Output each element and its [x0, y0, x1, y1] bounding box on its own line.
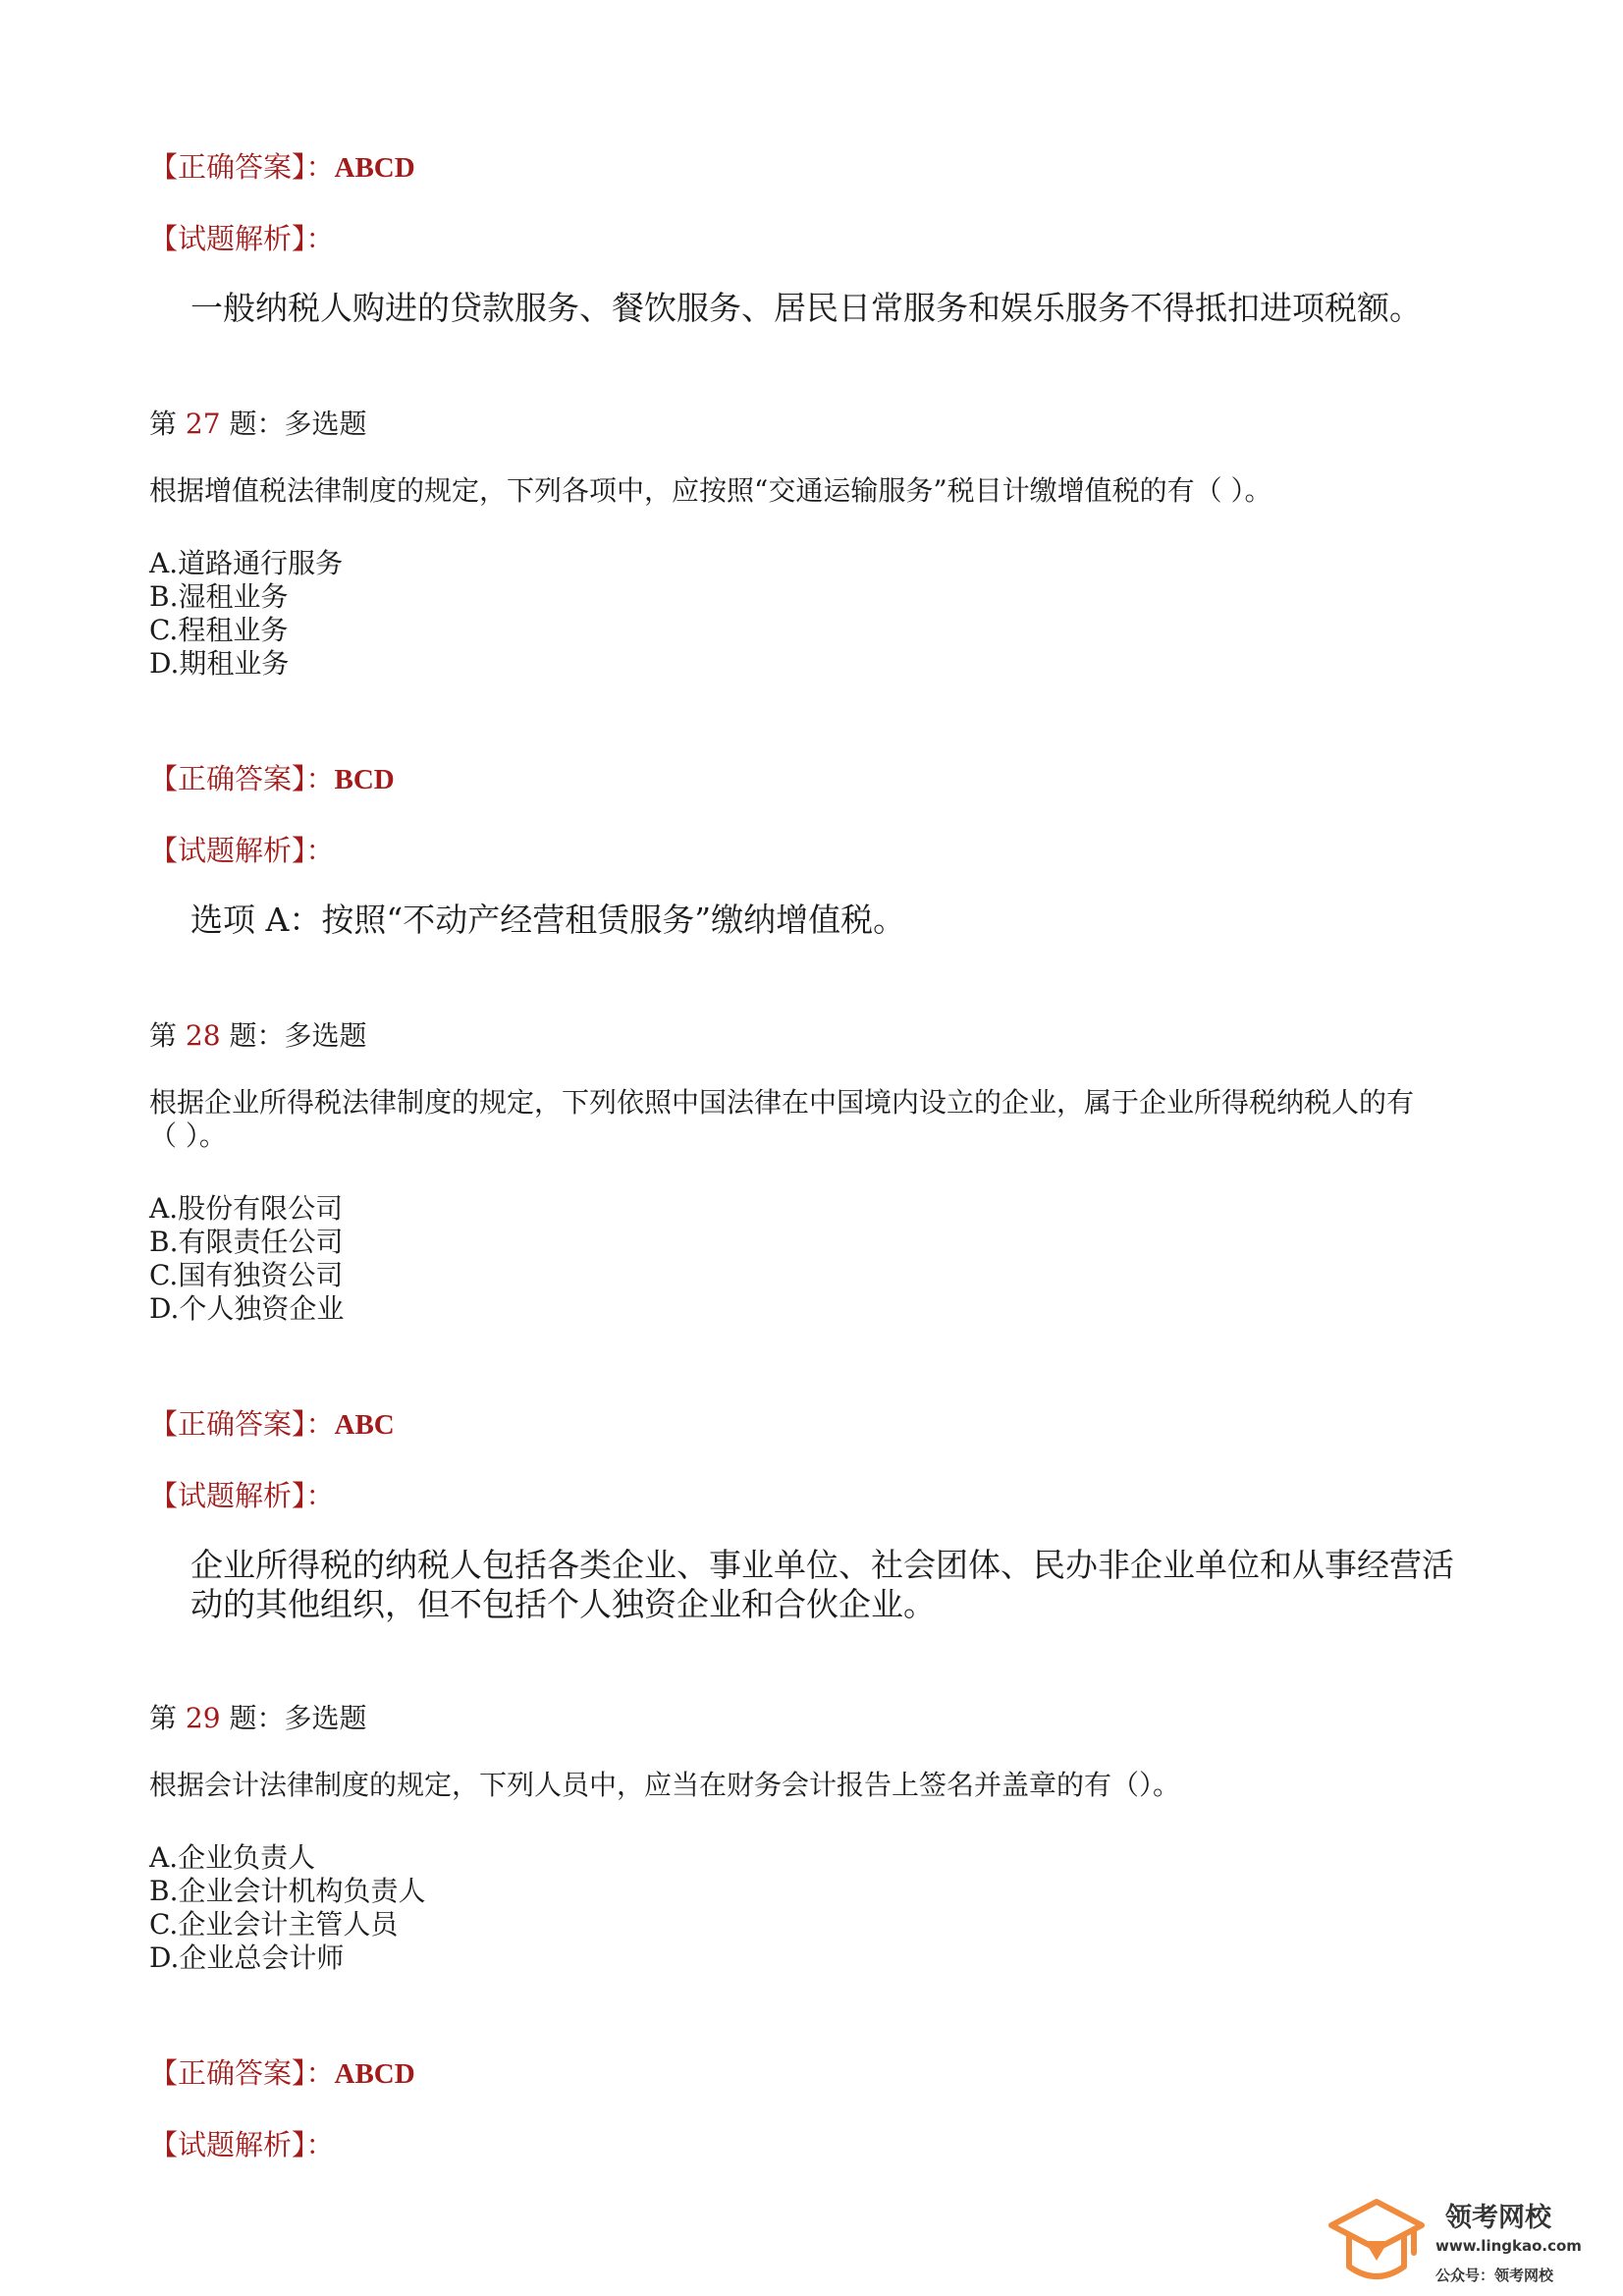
answer-line — [149, 145, 415, 186]
question-number: 27 — [185, 408, 221, 440]
option-item: C.企业会计主管人员 — [149, 1908, 399, 1941]
answer-label: 【正确答案】： — [149, 1407, 335, 1441]
option-list — [149, 1192, 344, 1326]
question-header: 第 29 题：多选题 — [149, 1702, 367, 1734]
answer-value: BCD — [334, 764, 395, 795]
option-list — [149, 1841, 425, 1975]
question-number: 28 — [185, 1019, 221, 1052]
answer-value: ABCD — [334, 2058, 415, 2090]
option-item: A.道路通行服务 — [149, 547, 344, 579]
question-header: 第 27 题：多选题 — [149, 408, 367, 440]
question-number: 29 — [185, 1702, 221, 1734]
analysis-label: 【试题解析】： — [149, 1479, 335, 1512]
option-item: C.程租业务 — [149, 614, 289, 646]
option-item: C.国有独资公司 — [149, 1259, 344, 1291]
answer-label: 【正确答案】： — [149, 2056, 335, 2090]
option-item: A.股份有限公司 — [149, 1192, 344, 1225]
question-stem: 根据会计法律制度的规定，下列人员中，应当在财务会计报告上签名并盖章的有（）。 — [149, 1769, 1181, 1801]
answer-label: 【正确答案】： — [149, 150, 335, 184]
option-item: D.期租业务 — [149, 647, 290, 680]
brand-name: 领考网校 — [1445, 2203, 1551, 2233]
option-list — [149, 547, 343, 681]
answer-line — [149, 1402, 395, 1443]
graduation-cap-icon — [1325, 2192, 1428, 2290]
analysis-label: 【试题解析】： — [149, 834, 335, 867]
answer-line — [149, 2051, 415, 2092]
analysis-text: 一般纳税人购进的贷款服务、餐饮服务、居民日常服务和娱乐服务不得抵扣进项税额。 — [190, 289, 1422, 327]
answer-value: ABCD — [334, 152, 415, 184]
answer-value: ABC — [334, 1409, 395, 1441]
answer-label: 【正确答案】： — [149, 762, 335, 795]
option-item: D.企业总会计师 — [149, 1941, 345, 1974]
option-item: B.有限责任公司 — [149, 1226, 344, 1258]
analysis-text: 企业所得税的纳税人包括各类企业、事业单位、社会团体、民办非企业单位和从事经营活 动的其他组织，但不包括个人独资企业和合伙企业。 — [190, 1546, 1454, 1623]
question-stem: 根据增值税法律制度的规定，下列各项中，应按照“交通运输服务”税目计缴增值税的有（ ）。 — [149, 474, 1272, 507]
option-item: B.企业会计机构负责人 — [149, 1875, 426, 1907]
option-item: B.湿租业务 — [149, 580, 289, 613]
analysis-label: 【试题解析】： — [149, 2128, 335, 2161]
option-item: D.个人独资企业 — [149, 1292, 345, 1325]
analysis-label: 【试题解析】： — [149, 222, 335, 255]
brand-logo — [1325, 2192, 1600, 2290]
question-header: 第 28 题：多选题 — [149, 1019, 367, 1052]
question-stem: 根据企业所得税法律制度的规定，下列依照中国法律在中国境内设立的企业，属于企业所得税纳税人的有 （ ）。 — [149, 1086, 1415, 1152]
answer-line — [149, 757, 395, 797]
brand-url: www.lingkao.com — [1435, 2237, 1582, 2255]
option-item: A.企业负责人 — [149, 1841, 316, 1874]
brand-wechat: 公众号：领考网校 — [1435, 2267, 1554, 2284]
analysis-text: 选项 A：按照“不动产经营租赁服务”缴纳增值税。 — [190, 901, 906, 939]
